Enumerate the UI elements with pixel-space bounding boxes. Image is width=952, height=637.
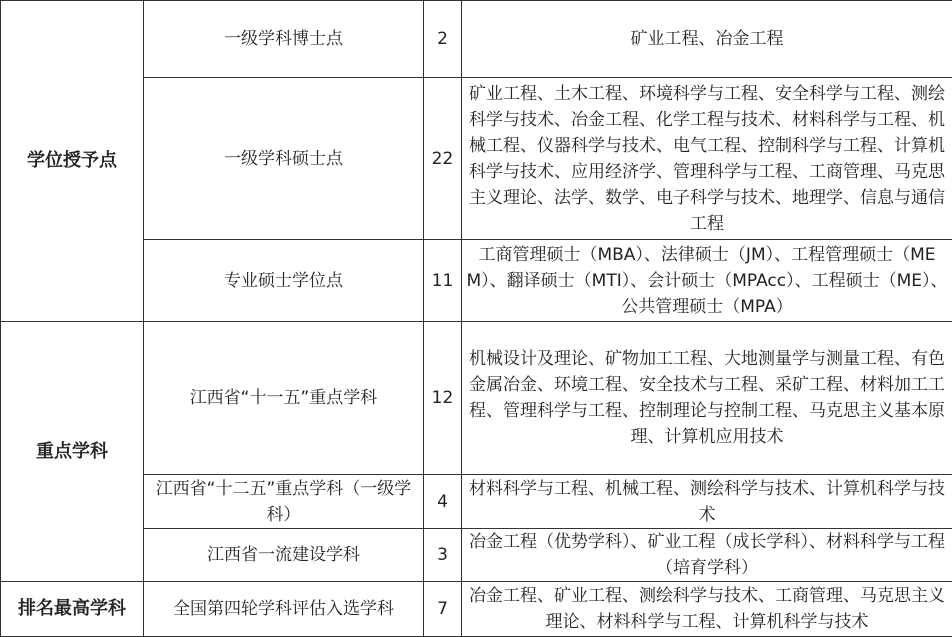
content-cell: 矿业工程、土木工程、环境科学与工程、安全科学与工程、测绘科学与技术、冶金工程、化学工程与技术、材料科学与工程、机械工程、仪器科学与技术、电气工程、控制科学与工程、计算机科学与技术、应用经济学、管理科学与工程、工商管理、马克思主义理论、法学、数学、电子科学与技术、地理学、信息与通信工程: [462, 78, 952, 240]
table-row: [1, 582, 952, 637]
content-cell: 机械设计及理论、矿物加工工程、大地测量学与测量工程、有色金属冶金、环境工程、安全技术与工程、采矿工程、材料加工工程、管理科学与工程、控制理论与控制工程、马克思主义基本原理、计算机应用技术: [462, 322, 952, 475]
table-row: [1, 529, 952, 582]
count-cell: 3: [424, 529, 462, 582]
content-cell: 工商管理硕士（MBA）、法律硕士（JM）、工程管理硕士（MEM）、翻译硕士（MTI）、会计硕士（MPAcc）、工程硕士（ME）、公共管理硕士（MPA）: [462, 240, 952, 322]
content-cell: 材料科学与工程、机械工程、测绘科学与技术、计算机科学与技术: [462, 475, 952, 529]
count-cell: 11: [424, 240, 462, 322]
table-row: [1, 240, 952, 322]
item-name-cell: 专业硕士学位点: [144, 240, 424, 322]
category-cell: 学位授予点: [1, 1, 144, 322]
item-name-cell: 一级学科博士点: [144, 1, 424, 78]
content-cell: 冶金工程（优势学科）、矿业工程（成长学科）、材料科学与工程（培育学科）: [462, 529, 952, 582]
count-cell: 2: [424, 1, 462, 78]
table-row: [1, 475, 952, 529]
content-cell: 矿业工程、冶金工程: [462, 1, 952, 78]
count-cell: 7: [424, 582, 462, 637]
item-name-cell: 江西省“十一五”重点学科: [144, 322, 424, 475]
category-cell: 排名最高学科: [1, 582, 144, 637]
count-cell: 4: [424, 475, 462, 529]
item-name-cell: 一级学科硕士点: [144, 78, 424, 240]
item-name-cell: 江西省“十二五”重点学科（一级学科）: [144, 475, 424, 529]
count-cell: 22: [424, 78, 462, 240]
count-cell: 12: [424, 322, 462, 475]
category-cell: 重点学科: [1, 322, 144, 582]
item-name-cell: 江西省一流建设学科: [144, 529, 424, 582]
table-row: [1, 78, 952, 240]
content-cell: 冶金工程、矿业工程、测绘科学与技术、工商管理、马克思主义理论、材料科学与工程、计算机科学与技术: [462, 582, 952, 637]
table-row: [1, 322, 952, 475]
item-name-cell: 全国第四轮学科评估入选学科: [144, 582, 424, 637]
table-row: [1, 1, 952, 78]
